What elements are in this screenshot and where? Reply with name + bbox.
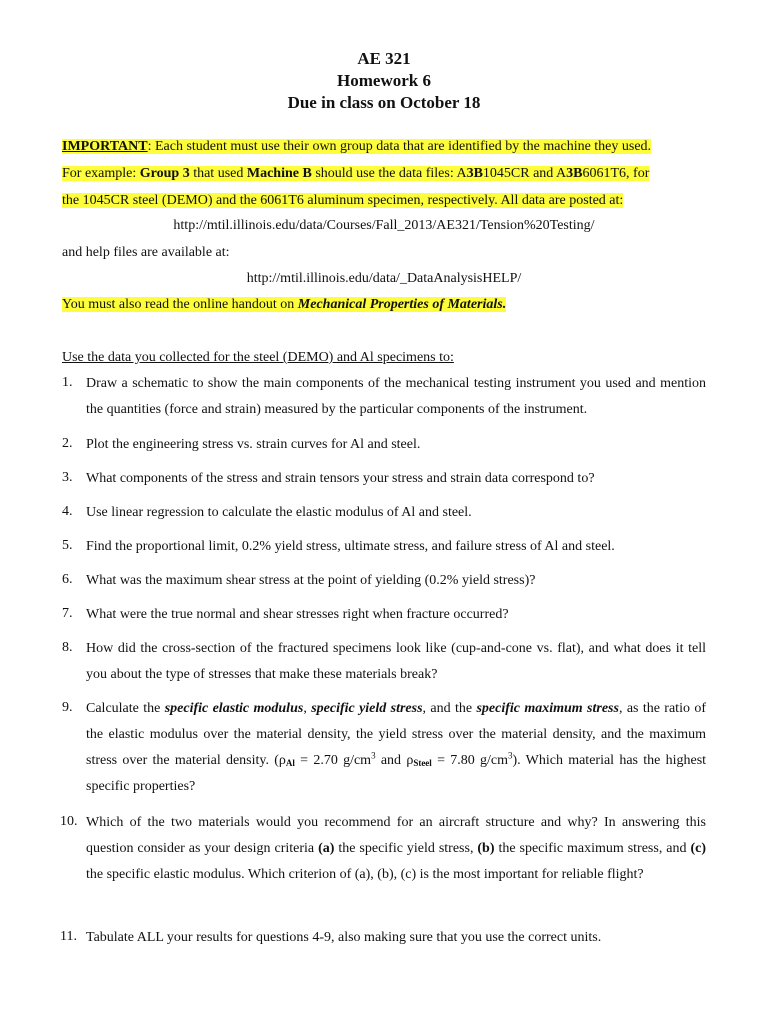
question-8: 8. How did the cross-section of the fractured specimens look like (cup-and-cone vs. flat), and what does it tell you about the type of stresses that make these materials break? xyxy=(62,640,706,682)
important-line-1: IMPORTANT: Each student must use their own group data that are identified by the machine they used. xyxy=(62,139,652,154)
group-label: Group 3 xyxy=(139,166,190,181)
data-url: http://mtil.illinois.edu/data/Courses/Fall_2013/AE321/Tension%20Testing/ xyxy=(173,218,595,233)
question-5: 5. Find the proportional limit, 0.2% yield stress, ultimate stress, and failure stress of Al and steel. xyxy=(62,538,615,554)
instructions: Use the data you collected for the steel (DEMO) and Al specimens to: xyxy=(62,350,454,365)
important-label: IMPORTANT xyxy=(62,139,148,154)
handout-title: Mechanical Properties of Materials. xyxy=(297,297,507,312)
question-6: 6. What was the maximum shear stress at the point of yielding (0.2% yield stress)? xyxy=(62,572,536,588)
machine-label: Machine B xyxy=(246,166,312,181)
question-9: 9. Calculate the specific elastic modulus, specific yield stress, and the specific maximum stress, as the ratio of the elastic modulus over the material density, the yield stress over the material density, and the maximum stress over the material density. ($\rho_{Al} = 2.70$ $g/cm^3$ and $\rho_{Steel} = 7.80$ $g/cm^3$). Which material has the highest specific properties? xyxy=(62,700,707,794)
important-line-3: the 1045CR steel (DEMO) and the 6061T6 aluminum specimen, respectively. All data are posted at: xyxy=(62,193,624,208)
question-2: 2. Plot the engineering stress vs. strain curves for Al and steel. xyxy=(62,436,421,452)
due-date: Due in class on October 18 xyxy=(287,93,481,112)
course-title: AE 321 xyxy=(357,49,411,68)
rho-steel: $\rho_{Steel}$ xyxy=(406,753,432,768)
help-url: http://mtil.illinois.edu/data/_DataAnalysisHELP/ xyxy=(246,271,522,286)
specific-maximum-stress-term: specific maximum stress xyxy=(476,701,619,716)
question-7: 7. What were the true normal and shear stresses right when fracture occurred? xyxy=(62,606,509,622)
question-3: 3. What components of the stress and strain tensors your stress and strain data correspond to? xyxy=(62,470,595,486)
specific-elastic-modulus-term: specific elastic modulus xyxy=(164,701,304,716)
specific-yield-stress-term: specific yield stress xyxy=(311,701,423,716)
document-header xyxy=(0,48,768,114)
question-11: 11. Tabulate ALL your results for questions 4-9, also making sure that you use the correct units. xyxy=(60,929,602,945)
help-intro: and help files are available at: xyxy=(62,245,230,260)
question-10: 10. Which of the two materials would you recommend for an aircraft structure and why? In answering this question consider as your design criteria (a) the specific yield stress, (b) the specific maximum stress, and (c) the specific elastic modulus. Which criterion of (a), (b), (c) is the most important for reliable flight? xyxy=(60,814,706,882)
question-4: 4. Use linear regression to calculate the elastic modulus of Al and steel. xyxy=(62,504,472,520)
important-line-2: For example: Group 3 that used Machine B should use the data files: A3B1045CR and A3B6061T6, for xyxy=(62,166,650,181)
question-1: 1. Draw a schematic to show the main components of the mechanical testing instrument you used and mention the quantities (force and strain) measured by the particular components of the instrument. xyxy=(62,375,706,417)
homework-title: Homework 6 xyxy=(337,71,431,90)
rho-al: $\rho_{Al}$ xyxy=(278,753,295,768)
handout-notice: You must also read the online handout on Mechanical Properties of Materials. xyxy=(62,297,507,312)
